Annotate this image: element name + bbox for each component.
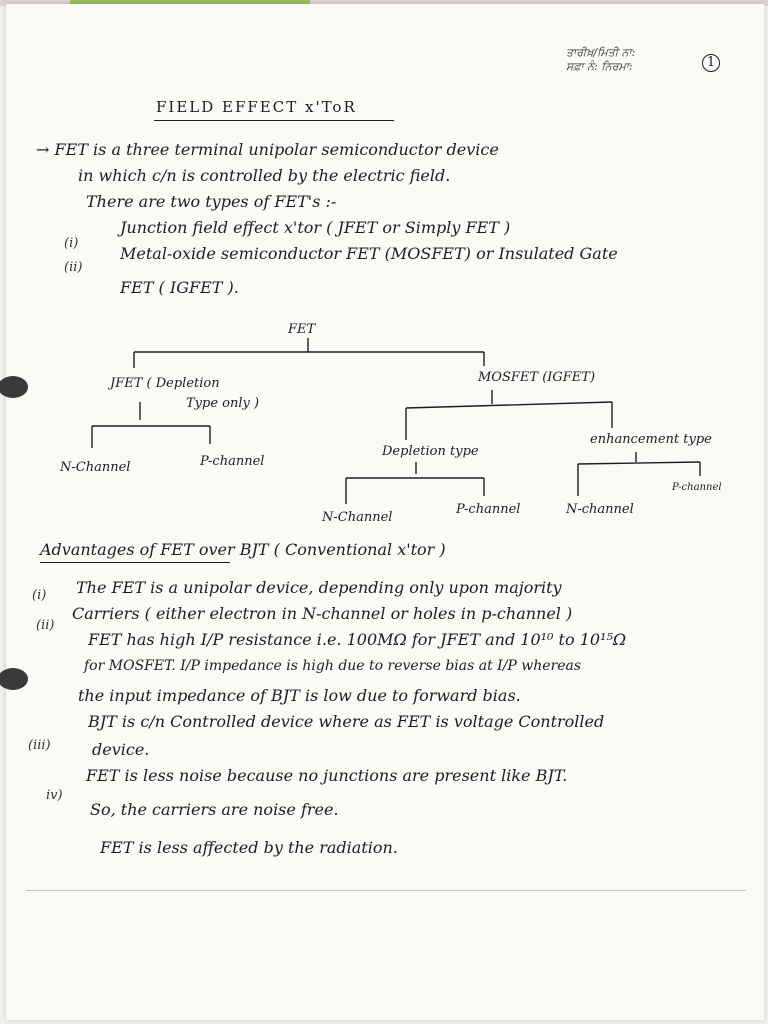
tree-enh-bar [578, 462, 700, 464]
type-text-3: FET ( IGFET ). [120, 278, 239, 297]
adv-2-line-1: FET has high I/P resistance i.e. 100MΩ for JFET and 10¹⁰ to 10¹⁵Ω [88, 630, 627, 649]
tree-enh-n-label: N-channel [566, 502, 634, 517]
page-title: FIELD EFFECT x'ToR [156, 98, 357, 116]
adv-1-line-2: Carriers ( either electron in N-channel or holes in p-channel ) [72, 604, 573, 623]
tree-mosfet-bar [406, 402, 612, 408]
tree-jfet-label-2: Type only ) [186, 396, 260, 411]
type-marker-1: (i) [64, 236, 79, 251]
punch-hole [0, 668, 28, 690]
type-text-2: Metal-oxide semiconductor FET (MOSFET) or Insulated Gate [120, 244, 618, 263]
adv-1-line-1: The FET is a unipolar device, depending only upon majority [76, 578, 562, 597]
adv-2-line-2: for MOSFET. I/P impedance is high due to reverse bias at I/P whereas [84, 658, 582, 674]
intro-line-1: → FET is a three terminal unipolar semiconductor device [36, 140, 499, 159]
intro-line-2: in which c/n is controlled by the electric field. [78, 166, 451, 185]
tree-mosfet-label: MOSFET (IGFET) [478, 370, 596, 385]
tree-jfet-label: JFET ( Depletion [110, 376, 220, 391]
advantages-underline [40, 562, 230, 563]
tree-jfet-n-label: N-Channel [60, 460, 131, 475]
adv-2-marker: (ii) [36, 618, 55, 633]
date-label: ਤਾਰੀਖ਼/ਮਿਤੀ ਨਾ: [566, 46, 636, 59]
adv-1-marker: (i) [32, 588, 47, 603]
adv-4-marker: iv) [46, 788, 63, 803]
adv-3-line-1: BJT is c/n Controlled device where as FET is voltage Controlled [88, 712, 605, 731]
adv-4-line-1: FET is less noise because no junctions are present like BJT. [86, 766, 568, 785]
page-number: 1 [702, 54, 720, 72]
adv-2-line-3: the input impedance of BJT is low due to forward bias. [78, 686, 521, 705]
tree-enhancement-label: enhancement type [590, 432, 712, 447]
type-marker-2: (ii) [64, 260, 83, 275]
adv-4-line-2: So, the carriers are noise free. [90, 800, 339, 819]
tree-jfet-p-label: P-channel [200, 454, 265, 469]
page-rule [26, 890, 746, 891]
tree-depletion-label: Depletion type [382, 444, 479, 459]
tree-dep-p-label: P-channel [456, 502, 521, 517]
adv-3-marker: (iii) [28, 738, 51, 753]
tree-root-label: FET [288, 322, 316, 337]
adv-3-line-2: device. [92, 740, 150, 759]
tree-dep-n-label: N-Channel [322, 510, 393, 525]
advantages-heading: Advantages of FET over BJT ( Conventional x'tor ) [40, 540, 446, 559]
type-text-1: Junction field effect x'tor ( JFET or Simply FET ) [120, 218, 511, 237]
notebook-page [6, 4, 764, 1020]
page-no-label: ਸਫ਼ਾ ਨੰ: ਨਿਰਮਾ: [566, 60, 633, 73]
tree-enh-p-label: P-channel [672, 482, 722, 493]
adv-5-line-1: FET is less affected by the radiation. [100, 838, 398, 857]
intro-line-3: There are two types of FET's :- [86, 192, 337, 211]
